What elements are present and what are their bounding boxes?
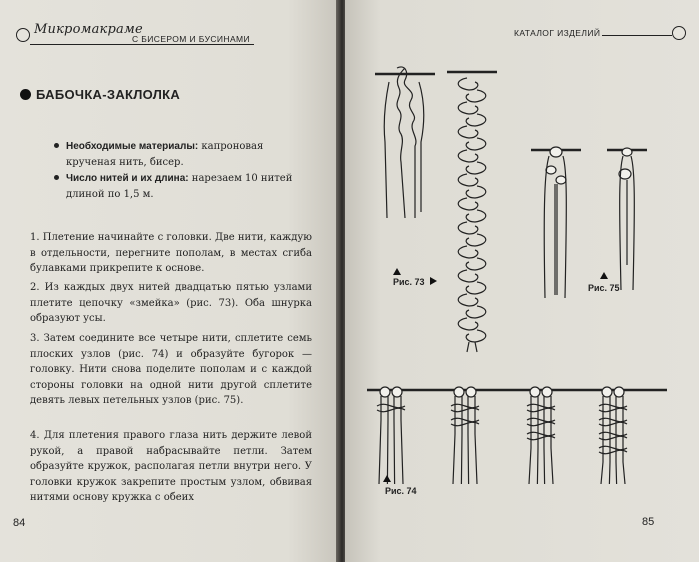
left-page — [0, 0, 338, 562]
materials-item — [66, 139, 316, 170]
threads-label: Число нитей и их длина: — [66, 173, 189, 184]
fig75-caption: Рис. 75 — [588, 283, 620, 293]
header-rule — [30, 44, 254, 45]
bullet-icon — [54, 143, 59, 148]
pointer-up-icon — [393, 268, 401, 275]
fig73-caption: Рис. 73 — [393, 277, 425, 287]
chain-knot — [458, 246, 478, 258]
header-circle-icon — [16, 28, 30, 42]
hanging-cord — [609, 396, 610, 484]
chain-knot — [466, 306, 486, 318]
chain-end — [475, 342, 477, 352]
chain-knot — [458, 102, 478, 114]
materials-text: капроновая крученая нить, бисер. — [66, 141, 264, 168]
chain-knot — [458, 270, 478, 282]
figure-74-label — [385, 486, 417, 496]
figure-73-chain-illustration — [447, 62, 497, 352]
hanging-cord — [468, 396, 469, 484]
figure-75-right-illustration — [607, 140, 647, 300]
section-title — [20, 87, 180, 102]
chain-knot — [466, 186, 486, 198]
hanging-cord — [601, 396, 603, 484]
header-catalog-title: КАТАЛОГ ИЗДЕЛИЙ — [514, 28, 601, 38]
hanging-cord — [461, 396, 462, 484]
hanging-cord — [616, 396, 617, 484]
figure-73-small-illustration — [375, 62, 435, 222]
page-number-left: 84 — [13, 517, 26, 529]
header-script-title: Микромакраме — [34, 22, 143, 37]
running-header-right — [510, 22, 690, 48]
chain-end — [467, 342, 469, 352]
rod-loop — [530, 387, 540, 397]
rod-loop — [542, 387, 552, 397]
figure-73-label — [393, 277, 437, 287]
threads-item — [66, 171, 316, 202]
step-1: 1. Плетение начинайте с головки. Две нити, каждую в отдельности, перегните пополам, в местах сгиба булавками прикрепите к основе. — [30, 232, 312, 274]
chain-knot — [466, 162, 486, 174]
chain-knot — [458, 198, 478, 210]
rod-loop — [392, 387, 402, 397]
chain-knot — [458, 294, 478, 306]
page-number-right: 85 — [642, 516, 655, 528]
hanging-cord — [387, 396, 388, 484]
section-title-text: БАБОЧКА-ЗАКЛОЛКА — [36, 87, 181, 102]
bullet-icon — [54, 175, 59, 180]
hanging-cord — [529, 396, 531, 484]
threads-text: нарезаем 10 нитей длиной по 1,5 м. — [66, 173, 293, 200]
fig74-caption: Рис. 74 — [385, 486, 417, 496]
chain-knot — [466, 114, 486, 126]
chain-knot — [458, 222, 478, 234]
chain-knot — [458, 174, 478, 186]
figure-75-label — [588, 283, 620, 293]
hanging-cord — [379, 396, 381, 484]
header-subtitle: С БИСЕРОМ И БУСИНАМИ — [132, 34, 251, 44]
header-circle-icon — [672, 26, 686, 40]
materials-label: Необходимые материалы: — [66, 141, 199, 152]
chain-knot — [458, 78, 478, 90]
rod-loop — [614, 387, 624, 397]
chain-knot — [458, 126, 478, 138]
chain-knot — [466, 258, 486, 270]
step-2: 2. Из каждых двух нитей двадцатью пятью узлами плетите цепочку «змейка» (рис. 73). Оба шнурка образуют усы. — [30, 282, 312, 324]
pointer-right-icon — [430, 277, 437, 285]
hanging-cord — [537, 396, 538, 484]
chain-knot — [466, 210, 486, 222]
rod-loop — [602, 387, 612, 397]
chain-knot — [466, 330, 486, 342]
chain-knot — [466, 90, 486, 102]
step-4: 4. Для плетения правого глаза нить держите левой рукой, а правой набрасывайте петли. Затем образуйте кружок, располагая петли внутри него. У головки кружок закрепите простым узлом, обвивая нитями основу кружка с обеих — [30, 430, 312, 503]
chain-knot — [458, 318, 478, 330]
hanging-cord — [544, 396, 545, 484]
chain-knot — [466, 282, 486, 294]
step-3: 3. Затем соедините все четыре нити, сплетите семь плоских узлов (рис. 74) и образуйте бугорок — головку. Нити снова поделите пополам и с каждой стороны головки на одной нити другой сплетите девять левых петельных узлов (рис. 75). — [30, 333, 312, 406]
header-rule — [602, 35, 672, 36]
chain-knot — [466, 234, 486, 246]
figure-74-illustration — [367, 380, 667, 490]
bullet-dot-icon — [20, 89, 31, 100]
pointer-up-icon — [600, 272, 608, 279]
right-page — [345, 0, 699, 562]
pointer-up-icon — [383, 475, 391, 482]
hanging-cord — [394, 396, 395, 484]
running-header-left — [16, 24, 316, 50]
rod-loop — [380, 387, 390, 397]
hanging-cord — [453, 396, 455, 484]
chain-knot — [458, 150, 478, 162]
figure-75-left-illustration — [531, 140, 581, 300]
rod-loop — [466, 387, 476, 397]
rod-loop — [454, 387, 464, 397]
chain-knot — [466, 138, 486, 150]
